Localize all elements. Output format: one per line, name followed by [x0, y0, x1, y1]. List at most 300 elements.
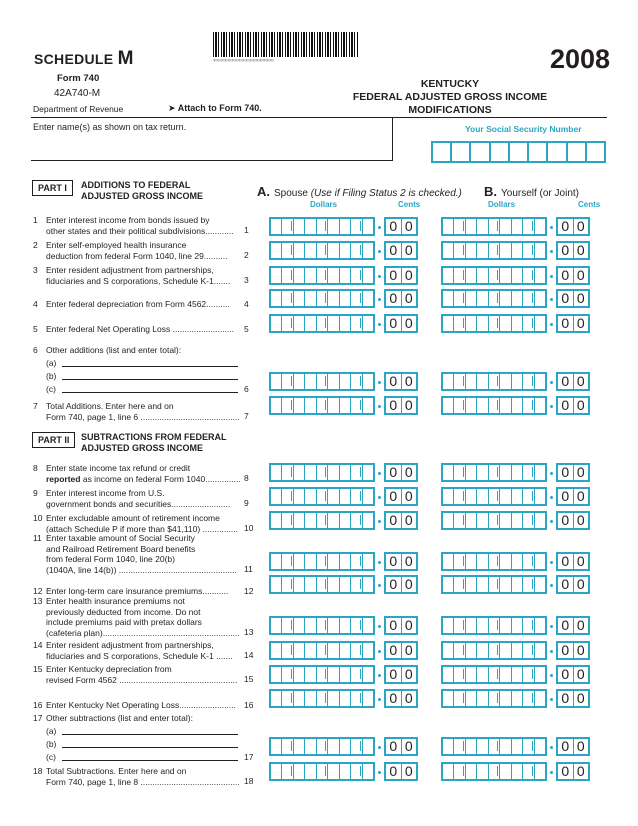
column-b-cents-label: Cents: [578, 200, 601, 209]
column-a-header: [257, 184, 462, 199]
cents-digit: 0: [576, 690, 585, 706]
line-text: and Railroad Retirement Board benefits: [46, 543, 196, 554]
line-number: 13: [33, 596, 43, 606]
part-2-title: [81, 432, 227, 454]
cents-digit: 0: [404, 642, 413, 658]
decimal-point: [550, 226, 553, 229]
cents-digit: 0: [404, 315, 413, 331]
dollars-input[interactable]: [269, 762, 375, 781]
cents-digit: 0: [576, 576, 585, 592]
schedule-title: [34, 48, 134, 70]
barcode: [213, 32, 358, 57]
name-input-line[interactable]: [31, 160, 393, 161]
dollars-input[interactable]: [441, 487, 547, 506]
line-number: 1: [33, 215, 38, 225]
column-a-label: Spouse: [274, 188, 308, 199]
dollars-input[interactable]: [269, 552, 375, 571]
cents-input[interactable]: [384, 241, 418, 260]
cents-digit: 0: [386, 554, 402, 569]
cents-digit: 0: [386, 739, 402, 754]
column-a-letter: A.: [257, 184, 270, 199]
decimal-point: [550, 561, 553, 564]
cents-input[interactable]: [556, 665, 590, 684]
decimal-point: [550, 381, 553, 384]
line-text: Enter federal Net Operating Loss ..........................: [46, 324, 235, 334]
line-number: 16: [33, 700, 43, 710]
dollars-input[interactable]: [441, 737, 547, 756]
part-2-title-line-1: SUBTRACTIONS FROM FEDERAL: [81, 432, 227, 442]
dollars-input[interactable]: [269, 266, 375, 285]
dollars-input[interactable]: [441, 511, 547, 530]
line-text: Enter resident adjustment from partnerships,: [46, 265, 214, 275]
cents-digit: 0: [386, 691, 402, 706]
line-text: Total Additions. Enter here and on: [46, 401, 174, 411]
cents-digit: 0: [404, 242, 413, 258]
cents-digit: 0: [404, 397, 413, 413]
line-17a-label: (a): [46, 726, 57, 736]
cents-digit: 0: [558, 618, 574, 633]
dollars-input[interactable]: [269, 289, 375, 308]
cents-digit: 0: [558, 643, 574, 658]
decimal-point: [550, 650, 553, 653]
line-ref-13: 13: [244, 627, 254, 637]
decimal-point: [378, 584, 381, 587]
line-17c-label: (c): [46, 752, 56, 762]
line-ref-12: 12: [244, 586, 254, 596]
cents-digit: 0: [576, 315, 585, 331]
line-ref-15: 15: [244, 674, 254, 684]
cents-digit: 0: [404, 738, 413, 754]
line-text: (cafeteria plan)..........................................................: [46, 627, 240, 638]
cents-digit: 0: [558, 268, 574, 283]
cents-input[interactable]: [556, 552, 590, 571]
cents-digit: 0: [386, 764, 402, 779]
dollars-input[interactable]: [441, 289, 547, 308]
line-text: Enter Kentucky depreciation from: [46, 664, 172, 674]
dollars-input[interactable]: [269, 641, 375, 660]
dollars-input[interactable]: [441, 689, 547, 708]
line-ref-16: 16: [244, 700, 254, 710]
line-text: Enter excludable amount of retirement income: [46, 513, 220, 523]
decimal-point: [378, 746, 381, 749]
tax-year: 2008: [550, 44, 611, 74]
dollars-input[interactable]: [269, 372, 375, 391]
cents-input[interactable]: [556, 463, 590, 482]
cents-input[interactable]: [384, 737, 418, 756]
dollars-input[interactable]: [441, 372, 547, 391]
line-number: 3: [33, 265, 38, 275]
cents-input[interactable]: [384, 314, 418, 333]
dollars-input[interactable]: [441, 665, 547, 684]
cents-input[interactable]: [384, 289, 418, 308]
cents-digit: 0: [558, 489, 574, 504]
line-number: 2: [33, 240, 38, 250]
line-number: 10: [33, 513, 43, 523]
cents-digit: 0: [558, 691, 574, 706]
line-ref-11: 11: [244, 564, 253, 574]
cents-digit: 0: [558, 243, 574, 258]
cents-digit: 0: [404, 488, 413, 504]
cents-digit: 0: [576, 666, 585, 682]
cents-input[interactable]: [556, 689, 590, 708]
cents-input[interactable]: [384, 616, 418, 635]
cents-input[interactable]: [384, 552, 418, 571]
cents-digit: 0: [576, 738, 585, 754]
cents-input[interactable]: [384, 487, 418, 506]
line-text: Enter Kentucky Net Operating Loss........................: [46, 700, 236, 710]
cents-digit: 0: [404, 512, 413, 528]
decimal-point: [550, 250, 553, 253]
attach-instruction: ➤ Attach to Form 740.: [168, 103, 262, 113]
line-17c-input[interactable]: [62, 760, 238, 761]
line-text: Enter interest income from U.S.: [46, 488, 165, 498]
cents-digit: 0: [404, 763, 413, 779]
decimal-point: [550, 746, 553, 749]
dollars-input[interactable]: [269, 616, 375, 635]
line-number: 4: [33, 299, 38, 309]
dollars-input[interactable]: [441, 314, 547, 333]
cents-input[interactable]: [384, 511, 418, 530]
decimal-point: [378, 561, 381, 564]
cents-digit: 0: [386, 219, 402, 234]
cents-digit: 0: [386, 465, 402, 480]
cents-input[interactable]: [384, 665, 418, 684]
line-number: 7: [33, 401, 38, 411]
dollars-input[interactable]: [441, 241, 547, 260]
decimal-point: [378, 275, 381, 278]
cents-digit: 0: [386, 643, 402, 658]
cents-digit: 0: [558, 554, 574, 569]
cents-digit: 0: [576, 617, 585, 633]
cents-digit: 0: [558, 219, 574, 234]
cents-digit: 0: [404, 267, 413, 283]
cents-digit: 0: [404, 373, 413, 389]
part-1-label: PART I: [32, 180, 73, 196]
cents-digit: 0: [386, 243, 402, 258]
line-text: from federal Form 1040, line 20(b): [46, 554, 175, 564]
cents-input[interactable]: [556, 487, 590, 506]
line-text: government bonds and securities.........................: [46, 498, 231, 509]
line-text: other states and their political subdivisions............: [46, 225, 234, 236]
cents-input[interactable]: [384, 463, 418, 482]
cents-digit: 0: [576, 763, 585, 779]
cents-digit: 0: [386, 268, 402, 283]
line-text: (attach Schedule P if more than $41,110) ...............: [46, 523, 238, 534]
line-text: Enter resident adjustment from partnerships,: [46, 640, 214, 650]
cents-input[interactable]: [384, 762, 418, 781]
decimal-point: [378, 496, 381, 499]
dollars-input[interactable]: [269, 665, 375, 684]
cents-digit: 0: [576, 242, 585, 258]
line-number: 15: [33, 664, 43, 674]
decimal-point: [378, 674, 381, 677]
dollars-input[interactable]: [441, 616, 547, 635]
cents-digit: 0: [386, 398, 402, 413]
cents-digit: 0: [576, 464, 585, 480]
decimal-point: [550, 625, 553, 628]
dollars-input[interactable]: [269, 511, 375, 530]
line-number: 17: [33, 713, 43, 723]
barcode-text: ||||||||||||||||||||||||||||||||||||||||||||||||||||||||||||||||||||||||||||||: [213, 58, 274, 62]
column-a-cents-label: Cents: [398, 200, 421, 209]
line-text: include premiums paid with pretax dollars: [46, 617, 202, 627]
cents-digit: 0: [404, 690, 413, 706]
part-2-title-line-2: ADJUSTED GROSS INCOME: [81, 443, 204, 453]
dollars-input[interactable]: [269, 487, 375, 506]
line-ref-8: 8: [244, 473, 249, 483]
decimal-point: [550, 584, 553, 587]
cents-digit: 0: [386, 513, 402, 528]
line-6b-input[interactable]: [62, 379, 238, 380]
cents-digit: 0: [558, 513, 574, 528]
line-text: Enter health insurance premiums not: [46, 596, 185, 606]
cents-input[interactable]: [556, 314, 590, 333]
dollars-input[interactable]: [269, 689, 375, 708]
column-b-label: Yourself (or Joint): [501, 188, 579, 199]
cents-input[interactable]: [556, 737, 590, 756]
cents-digit: 0: [576, 290, 585, 306]
cents-input[interactable]: [556, 266, 590, 285]
line-number: 9: [33, 488, 38, 498]
decimal-point: [378, 226, 381, 229]
decimal-point: [550, 698, 553, 701]
cents-digit: 0: [386, 577, 402, 592]
line-number: 18: [33, 766, 43, 776]
cents-digit: 0: [558, 374, 574, 389]
cents-digit: 0: [404, 576, 413, 592]
line-text: fiduciaries and S corporations, Schedule K-1 .......: [46, 650, 233, 661]
decimal-point: [378, 520, 381, 523]
decimal-point: [550, 496, 553, 499]
line-text-bold: reported: [46, 473, 81, 484]
line-number: 14: [33, 640, 43, 650]
line-ref-9: 9: [244, 498, 249, 508]
cents-digit: 0: [386, 667, 402, 682]
cents-digit: 0: [576, 488, 585, 504]
dollars-input[interactable]: [441, 396, 547, 415]
decimal-point: [378, 472, 381, 475]
cents-digit: 0: [558, 316, 574, 331]
line-ref-2: 2: [244, 250, 249, 260]
line-6c-input[interactable]: [62, 392, 238, 393]
cents-digit: 0: [558, 667, 574, 682]
decimal-point: [550, 298, 553, 301]
line-text: deduction from federal Form 1040, line 29..........: [46, 250, 228, 261]
line-ref-17: 17: [244, 752, 254, 762]
cents-input[interactable]: [384, 396, 418, 415]
cents-digit: 0: [576, 397, 585, 413]
decimal-point: [550, 275, 553, 278]
line-ref-5: 5: [244, 324, 249, 334]
cents-input[interactable]: [556, 289, 590, 308]
cents-input[interactable]: [384, 372, 418, 391]
cents-digit: 0: [404, 464, 413, 480]
decimal-point: [378, 650, 381, 653]
column-b-dollars-label: Dollars: [488, 200, 516, 209]
title-line-2: FEDERAL ADJUSTED GROSS INCOME: [352, 91, 548, 103]
cents-input[interactable]: [384, 689, 418, 708]
line-ref-10: 10: [244, 523, 254, 533]
dollars-input[interactable]: [441, 575, 547, 594]
line-ref-3: 3: [244, 275, 249, 285]
dollars-input[interactable]: [269, 241, 375, 260]
line-ref-1: 1: [244, 225, 249, 235]
cents-digit: 0: [558, 465, 574, 480]
cents-input[interactable]: [384, 575, 418, 594]
line-number: 5: [33, 324, 38, 334]
line-6a-label: (a): [46, 358, 57, 368]
line-text: previously deducted from income. Do not: [46, 606, 201, 617]
cents-input[interactable]: [556, 372, 590, 391]
department: Department of Revenue: [33, 104, 124, 114]
line-text: fiduciaries and S corporations, Schedule K-1.......: [46, 275, 231, 286]
line-text: revised Form 4562 ..................................................: [46, 674, 238, 685]
line-text: (1040A, line 14(b)) ..................................................: [46, 564, 237, 575]
cents-digit: 0: [404, 290, 413, 306]
cents-input[interactable]: [384, 266, 418, 285]
header-divider: [31, 117, 607, 118]
dollars-input[interactable]: [269, 463, 375, 482]
dollars-input[interactable]: [269, 396, 375, 415]
line-text: Other additions (list and enter total):: [46, 345, 182, 355]
decimal-point: [378, 323, 381, 326]
decimal-point: [550, 472, 553, 475]
cents-digit: 0: [386, 374, 402, 389]
decimal-point: [550, 520, 553, 523]
cents-digit: 0: [386, 618, 402, 633]
line-6c-label: (c): [46, 384, 56, 394]
cents-digit: 0: [404, 617, 413, 633]
cents-input[interactable]: [556, 641, 590, 660]
cents-digit: 0: [576, 373, 585, 389]
ssn-input[interactable]: [431, 141, 606, 163]
dollars-input[interactable]: [441, 463, 547, 482]
line-text: Enter long-term care insurance premiums...........: [46, 586, 229, 596]
decimal-point: [378, 698, 381, 701]
part-2-label: PART II: [32, 432, 75, 448]
decimal-point: [378, 625, 381, 628]
cents-digit: 0: [558, 577, 574, 592]
line-text: as income on federal Form 1040...............: [80, 473, 241, 484]
cents-input[interactable]: [556, 762, 590, 781]
line-text: Total Subtractions. Enter here and on: [46, 766, 187, 776]
cents-input[interactable]: [556, 511, 590, 530]
cents-digit: 0: [386, 291, 402, 306]
line-text: Enter state income tax refund or credit: [46, 463, 191, 473]
line-number: 8: [33, 463, 38, 473]
line-text: Enter federal depreciation from Form 4562..........: [46, 299, 230, 309]
schedule-prefix: SCHEDULE: [34, 51, 114, 67]
cents-digit: 0: [386, 489, 402, 504]
dollars-input[interactable]: [441, 552, 547, 571]
line-ref-4: 4: [244, 299, 249, 309]
decimal-point: [550, 674, 553, 677]
cents-input[interactable]: [384, 641, 418, 660]
decimal-point: [378, 381, 381, 384]
dollars-input[interactable]: [269, 217, 375, 236]
cents-input[interactable]: [384, 217, 418, 236]
line-text: Enter taxable amount of Social Security: [46, 533, 195, 543]
dollars-input[interactable]: [441, 641, 547, 660]
part-1-title: [81, 180, 203, 202]
dollars-input[interactable]: [441, 266, 547, 285]
column-a-note: (Use if Filing Status 2 is checked.): [310, 188, 462, 199]
cents-digit: 0: [558, 398, 574, 413]
line-number: 11: [33, 533, 42, 543]
line-text: Other subtractions (list and enter total):: [46, 713, 193, 723]
line-ref-6: 6: [244, 384, 249, 394]
cents-input[interactable]: [556, 616, 590, 635]
line-6a-input[interactable]: [62, 366, 238, 367]
cents-input[interactable]: [556, 396, 590, 415]
decimal-point: [550, 771, 553, 774]
cents-digit: 0: [558, 291, 574, 306]
dollars-input[interactable]: [269, 737, 375, 756]
part-1-title-line-1: ADDITIONS TO FEDERAL: [81, 180, 191, 190]
form-number: 42A740-M: [54, 88, 101, 99]
decimal-point: [378, 771, 381, 774]
cents-digit: 0: [404, 553, 413, 569]
cents-digit: 0: [576, 642, 585, 658]
decimal-point: [550, 405, 553, 408]
decimal-point: [378, 298, 381, 301]
cents-input[interactable]: [556, 241, 590, 260]
line-text: Enter interest income from bonds issued by: [46, 215, 210, 225]
cents-input[interactable]: [556, 575, 590, 594]
dollars-input[interactable]: [441, 762, 547, 781]
line-text: Enter self-employed health insurance: [46, 240, 187, 250]
cents-digit: 0: [404, 666, 413, 682]
cents-input[interactable]: [556, 217, 590, 236]
form-title: [352, 78, 548, 117]
line-number: 12: [33, 586, 43, 596]
names-label: Enter name(s) as shown on tax return.: [33, 122, 187, 132]
title-line-1: KENTUCKY: [420, 78, 480, 90]
part-1-title-line-2: ADJUSTED GROSS INCOME: [81, 191, 204, 201]
cents-digit: 0: [386, 316, 402, 331]
form-label: Form 740: [57, 73, 100, 84]
line-6b-label: (b): [46, 371, 57, 381]
dollars-input[interactable]: [269, 314, 375, 333]
dollars-input[interactable]: [269, 575, 375, 594]
column-a-dollars-label: Dollars: [310, 200, 338, 209]
line-number: 6: [33, 345, 38, 355]
line-text: Form 740, page 1, line 8 ..........................................: [46, 776, 240, 787]
cents-digit: 0: [404, 218, 413, 234]
cents-digit: 0: [558, 739, 574, 754]
line-17b-input[interactable]: [62, 747, 238, 748]
decimal-point: [378, 405, 381, 408]
ssn-label: Your Social Security Number: [465, 124, 582, 134]
column-b-letter: B.: [484, 184, 497, 199]
cents-digit: 0: [558, 764, 574, 779]
cents-digit: 0: [576, 267, 585, 283]
cents-digit: 0: [576, 512, 585, 528]
line-ref-18: 18: [244, 776, 254, 786]
title-line-3: MODIFICATIONS: [408, 104, 492, 116]
name-box-divider: [392, 117, 393, 160]
line-text: Form 740, page 1, line 6 ..........................................: [46, 411, 240, 422]
line-ref-7: 7: [244, 411, 249, 421]
schedule-letter: M: [117, 48, 134, 69]
line-ref-14: 14: [244, 650, 254, 660]
dollars-input[interactable]: [441, 217, 547, 236]
line-17b-label: (b): [46, 739, 57, 749]
cents-digit: 0: [576, 218, 585, 234]
column-b-header: [484, 184, 579, 199]
line-17a-input[interactable]: [62, 734, 238, 735]
decimal-point: [550, 323, 553, 326]
